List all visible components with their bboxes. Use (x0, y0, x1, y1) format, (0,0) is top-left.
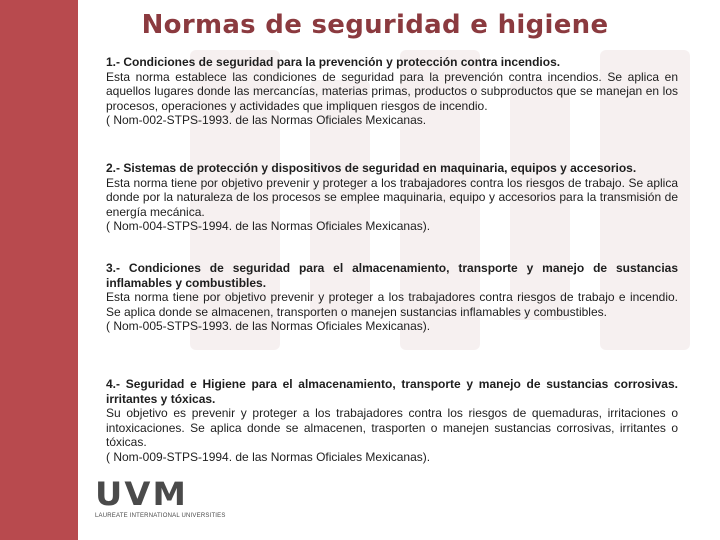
norm-heading: 2.- Sistemas de protección y dispositivos de seguridad en maquinaria, equipos y accesorios. (106, 161, 637, 175)
norm-description: Esta norma tiene por objetivo prevenir y proteger a los trabajadores contra los riesgos de trabajo. Se aplica donde por la naturaleza de los procesos se emplee maquinaria, equipo y accesorios para la transmisión de energía mecánica. (106, 175, 678, 219)
norm-section-1 (106, 55, 678, 128)
norm-reference: ( Nom-004-STPS-1994. de las Normas Oficiales Mexicanas). (106, 219, 431, 234)
norm-heading: 1.- Condiciones de seguridad para la prevención y protección contra incendios. (106, 55, 561, 69)
norm-description: Esta norma tiene por objetivo prevenir y proteger a los trabajadores contra riesgos de trabajo e incendio. Se aplica donde se almacenen, transporten o manejen sustancias inflamables y combustibles. (106, 290, 678, 319)
norm-reference: ( Nom-002-STPS-1993. de las Normas Oficiales Mexicanas. (106, 113, 427, 128)
logo-tagline: LAUREATE INTERNATIONAL UNIVERSITIES (95, 513, 226, 519)
logo-letters: UVM (95, 475, 189, 513)
norm-heading: 3.- Condiciones de seguridad para el almacenamiento, transporte y manejo de sustancias inflamables y combustibles. (106, 261, 678, 290)
norm-reference: ( Nom-005-STPS-1993. de las Normas Oficiales Mexicanas). (106, 319, 431, 334)
norm-section-4 (106, 377, 678, 465)
left-accent-band (0, 0, 78, 540)
norm-description: Esta norma establece las condiciones de seguridad para la prevención contra incendios. Se aplica en aquellos lugares donde las mercancías, materias primas, productos o subproductos que se manejan en los procesos, operaciones y actividades que impliquen riesgos de incendio. (106, 69, 678, 113)
norm-description: Su objetivo es prevenir y proteger a los trabajadores contra los riesgos de quemaduras, irritaciones o intoxicaciones. Se aplica donde se almacenen, trasporten o manejen sustancias corrosivas, irritantes o tóxicas. (106, 406, 678, 450)
page-title: Normas de seguridad e higiene (141, 10, 609, 40)
norm-section-3 (106, 261, 678, 334)
norm-reference: ( Nom-009-STPS-1994. de las Normas Oficiales Mexicanas). (106, 449, 431, 464)
norm-section-2 (106, 161, 678, 234)
norm-heading: 4.- Seguridad e Higiene para el almacenamiento, transporte y manejo de sustancias corrosivas. irritantes y tóxicas. (106, 377, 678, 406)
uvm-logo (95, 475, 226, 524)
